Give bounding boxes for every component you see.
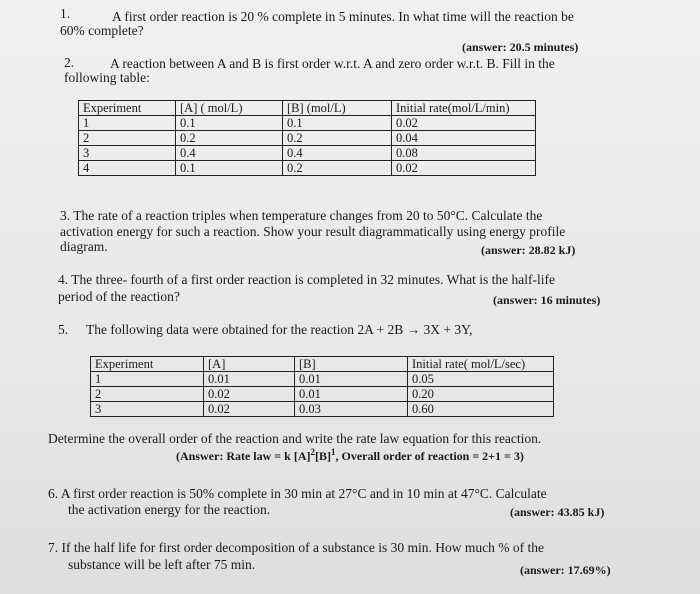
q5-cell: 3: [91, 402, 204, 417]
q2-cell: 0.1: [176, 116, 283, 131]
q2-cell: 0.02: [392, 161, 536, 176]
q2-header-rate: Initial rate(mol/L/min): [392, 101, 536, 116]
q5-cell: 1: [91, 372, 204, 387]
q2-line1: A reaction between A and B is first order w.r.t. A and zero order w.r.t. B. Fill in the: [110, 56, 555, 71]
q2-cell: 2: [79, 131, 176, 146]
q3-line3: diagram.: [60, 239, 108, 254]
q2-cell: 0.1: [176, 161, 283, 176]
q2-cell: 4: [79, 161, 176, 176]
q2-header-experiment: Experiment: [79, 101, 176, 116]
q5-answer-sup2: 1: [330, 447, 336, 457]
q5-line1: The following data were obtained for the reaction 2A + 2B → 3X + 3Y,: [86, 322, 473, 337]
table-row: [79, 146, 536, 161]
q7-line1: 7. If the half life for first order decomposition of a substance is 30 min. How much % of the: [48, 540, 544, 555]
q6-answer: (answer: 43.85 kJ): [510, 505, 605, 519]
q5-answer-mid: [B]: [314, 449, 331, 463]
q2-number: 2.: [64, 55, 75, 70]
q5-number: 5.: [58, 322, 69, 337]
q5-header-b: [B]: [295, 357, 408, 372]
q2-cell: 1: [79, 116, 176, 131]
table-row: [79, 131, 536, 146]
q5-answer-pre: (Answer: Rate law = k [A]: [176, 449, 311, 463]
q2-cell: 3: [79, 146, 176, 161]
q7-line2: substance will be left after 75 min.: [68, 557, 256, 572]
q4-answer: (answer: 16 minutes): [493, 293, 601, 307]
q3-line2: activation energy for such a reaction. Show your result diagrammatically using energy profile: [60, 224, 566, 239]
table-row: [79, 116, 536, 131]
q5-cell: 0.05: [408, 372, 554, 387]
q5-cell: 0.01: [295, 372, 408, 387]
q2-cell: 0.04: [392, 131, 536, 146]
q5-cell: 0.01: [295, 387, 408, 402]
q1-line2: 60% complete?: [60, 23, 144, 38]
q1-answer: (answer: 20.5 minutes): [462, 40, 579, 54]
table-row: [79, 161, 536, 176]
q2-header-b: [B] (mol/L): [283, 101, 392, 116]
q5-table-header-row: [91, 357, 554, 372]
q1-line1: A first order reaction is 20 % complete in 5 minutes. In what time will the reaction be: [112, 9, 574, 24]
q4-line1: 4. The three- fourth of a first order reaction is completed in 32 minutes. What is the half-life: [58, 272, 555, 287]
q2-cell: 0.2: [176, 131, 283, 146]
q2-table-header-row: [79, 101, 536, 116]
q2-cell: 0.2: [283, 131, 392, 146]
q2-cell: 0.1: [283, 116, 392, 131]
q6-line1: 6. A first order reaction is 50% complete in 30 min at 27°C and in 10 min at 47°C. Calculate: [48, 486, 547, 501]
q5-line2: Determine the overall order of the reaction and write the rate law equation for this reaction.: [48, 431, 542, 446]
q5-header-experiment: Experiment: [91, 357, 204, 372]
q5-cell: 0.01: [204, 372, 295, 387]
q5-answer-sup1: 2: [310, 447, 315, 457]
q5-answer-post: , Overall order of reaction = 2+1 = 3): [335, 449, 524, 463]
q7-answer: (answer: 17.69%): [520, 563, 611, 577]
q5-cell: 0.03: [295, 402, 408, 417]
q5-table: [90, 356, 554, 417]
q2-line2: following table:: [64, 70, 150, 85]
q5-cell: 2: [91, 387, 204, 402]
q3-line1: 3. The rate of a reaction triples when temperature changes from 20 to 50°C. Calculate the: [60, 208, 543, 223]
q5-answer: [176, 448, 524, 464]
q2-table: [78, 100, 536, 176]
q3-answer: (answer: 28.82 kJ): [481, 243, 576, 257]
q2-cell: 0.08: [392, 146, 536, 161]
table-row: [91, 402, 554, 417]
q5-cell: 0.02: [204, 387, 295, 402]
table-row: [91, 387, 554, 402]
q5-cell: 0.02: [204, 402, 295, 417]
q2-header-a: [A] ( mol/L): [176, 101, 283, 116]
q2-cell: 0.4: [283, 146, 392, 161]
q2-cell: 0.4: [176, 146, 283, 161]
table-row: [91, 372, 554, 387]
q5-header-rate: Initial rate( mol/L/sec): [408, 357, 554, 372]
q6-line2: the activation energy for the reaction.: [68, 502, 271, 517]
q5-cell: 0.60: [408, 402, 554, 417]
q2-cell: 0.02: [392, 116, 536, 131]
q2-cell: 0.2: [283, 161, 392, 176]
q4-line2: period of the reaction?: [58, 289, 180, 304]
q5-cell: 0.20: [408, 387, 554, 402]
q5-header-a: [A]: [204, 357, 295, 372]
q1-number: 1.: [60, 6, 71, 21]
